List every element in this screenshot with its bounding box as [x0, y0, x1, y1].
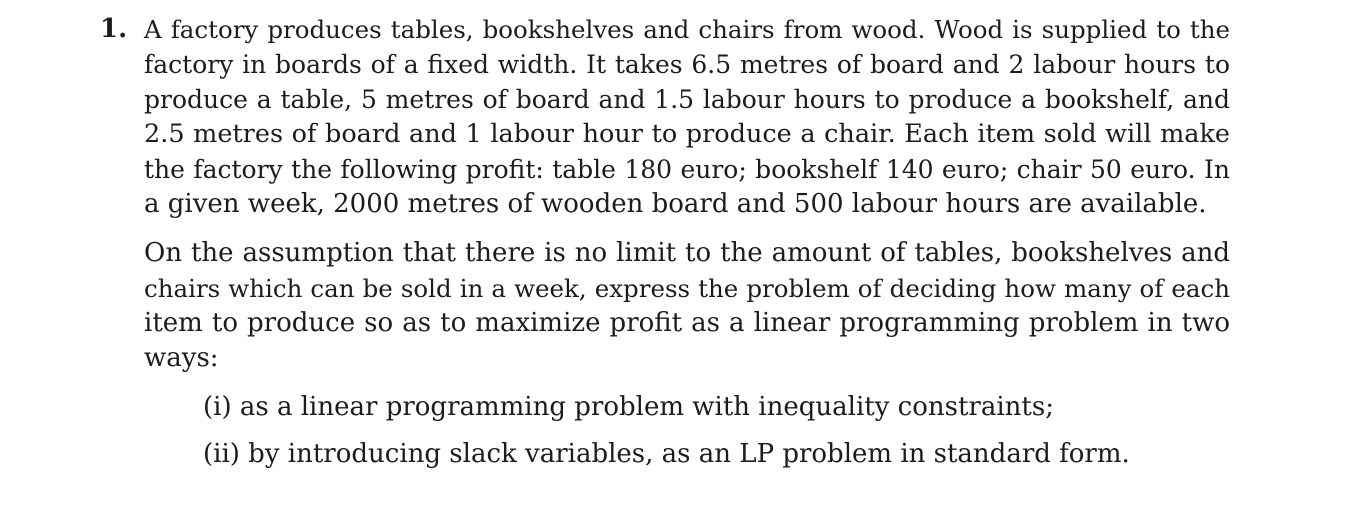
paragraph1-line: factory in boards of a fixed width. It takes 6.5 metres of board and 2 labour hours to — [144, 50, 1230, 79]
paragraph1-line: A factory produces tables, bookshelves and chairs from wood. Wood is supplied to the — [144, 15, 1230, 44]
paragraph2-line: On the assumption that there is no limit to the amount of tables, bookshelves and — [144, 238, 1230, 268]
paragraph2-line: ways: — [144, 343, 219, 373]
paragraph1-line: the factory the following profit: table 180 euro; bookshelf 140 euro; chair 50 euro. In — [144, 155, 1230, 184]
paragraph2-line: chairs which can be sold in a week, express the problem of deciding how many of each — [144, 274, 1230, 303]
paragraph1-line: 2.5 metres of board and 1 labour hour to produce a chair. Each item sold will make — [144, 119, 1230, 149]
part-i: (i) as a linear programming problem with inequality constraints; — [203, 392, 1054, 422]
paragraph2-line: item to produce so as to maximize profit as a linear programming problem in two — [144, 308, 1230, 338]
part-ii: (ii) by introducing slack variables, as an LP problem in standard form. — [203, 439, 1130, 469]
paragraph1-line: a given week, 2000 metres of wooden board and 500 labour hours are available. — [144, 189, 1207, 219]
question-number: 1. — [100, 14, 128, 44]
paragraph1-line: produce a table, 5 metres of board and 1.5 labour hours to produce a bookshelf, and — [144, 85, 1230, 114]
